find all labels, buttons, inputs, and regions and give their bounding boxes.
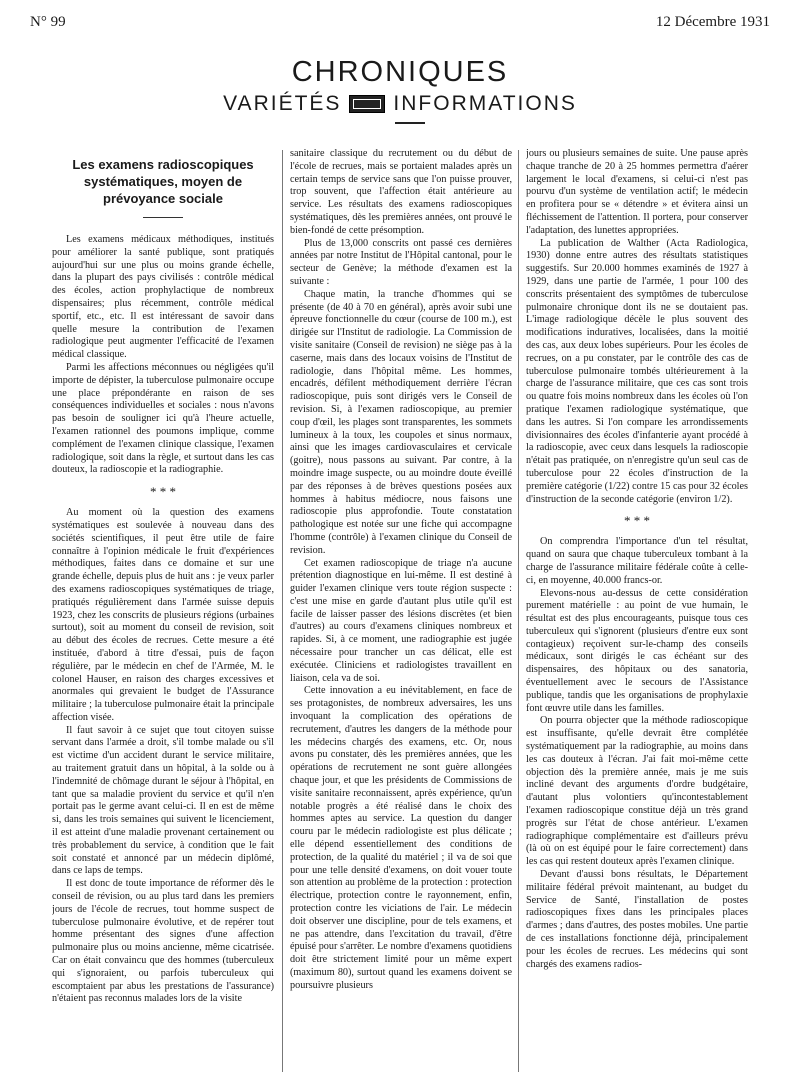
paragraph: Il faut savoir à ce sujet que tout citoyen suisse servant dans l'armée a droit, s'il tombe malade ou s'il est victime d'un accident durant le service militaire, au traitement gratuit dans un hôpital, à la solde ou à l'indemnité de chômage durant le séjour à l'hôpital, en tant que sa maladie provient du service et qu'il n'en portait pas le germe avant celui-ci. Il en est de même si, dans les trois semaines qui suivent le licenciement, il est atteint d'une maladie provenant certainement ou très probablement du service, à condition que le fait soit constaté et annoncé par un médecin diplômé, dans ce laps de temps. [52, 724, 274, 877]
masthead-subtitle [0, 93, 800, 114]
masthead-title: CHRONIQUES [291, 56, 509, 88]
paragraph: On pourra objecter que la méthode radioscopique est insuffisante, qu'elle devrait être complétée systématiquement par la radiographie, au moins dans les cas douteux à l'écran. J'ai fait moi-même cette objection dès la première année, mais je me suis incliné devant des arguments d'ordre budgétaire, d'autant plus volontiers qu'incontestablement l'examen radioscopique constitue déjà un très grand progrès sur l'état de chose antérieur. L'examen radiographique complémentaire est d'ailleurs prévu (là où on est équipé pour le faire correctement) dans les cas qui restent douteux après l'examen clinique. [526, 715, 748, 868]
title-rule [143, 217, 183, 218]
paragraph: Au moment où la question des examens systématiques est soulevée à nouveau dans des sociétés scientifiques, il peut être utile de faire connaître à l'opinion médicale le fruit d'expériences méthodiques, faites dans ce domaine et sur une grande échelle, depuis plus de huit ans : je veux parler des examens radioscopiques systématiques de triage, pratiqués régulièrement dans l'armée suisse depuis 1923, chez les conscrits de plusieurs régions (urbaines surtout), soit au moment du conseil de revision, soit au début des écoles de recrues. Cette mesure a été instituée, d'abord à titre d'essai, puis de façon régulière, par le médecin en chef de l'Armée, M. le colonel Hauser, en raison des charges excessives et anormales qui grevaient le budget de l'Assurance militaire ; la tuberculose pulmonaire était la principale affection visée. [52, 507, 274, 723]
paragraph: On comprendra l'importance d'un tel résultat, quand on saura que chaque tuberculeux tombant à la charge de l'assurance militaire fédérale coûte à celle-ci, en moyenne, 40.000 francs-or. [526, 536, 748, 586]
paragraph: Devant d'aussi bons résultats, le Département militaire fédéral prévoit maintenant, au budget du Service de Santé, l'installation de postes radioscopiques fixes dans les principales places d'armes ; dans d'autres, des postes mobiles. Une partie de ces installations fonctionne déjà, principalement pour les écoles de recrues. Les médecins qui sont chargés des examens radios- [526, 869, 748, 970]
paragraph: Parmi les affections méconnues ou négligées qu'il importe de dépister, la tuberculose pulmonaire occupe une place prépondérante en raison de ses conséquences individuelles et sociales : nous n'avons pas besoin de souligner ici qu'à l'heure actuelle, l'examen rationnel des poumons implique, comme complément de l'examen clinique classique, l'examen radiologique, soit dans la règle, et surtout dans les cas douteux, la radioscopie et la radiographie. [52, 361, 274, 476]
section-separator-stars: * * * [624, 513, 650, 529]
masthead-rule [395, 122, 425, 124]
masthead-left-word: VARIÉTÉS [223, 92, 342, 115]
paragraph: sanitaire classique du recrutement ou du début de l'école de recrues, mais se portaient malades après un certain temps de service sans que l'on puisse prouver, trop souvent, que l'affection était antérieure au service. Les résultats des examens radioscopiques systématiques, dès les premières années, ont prouvé le bien-fondé de cette présomption. [290, 148, 512, 236]
paragraph: Plus de 13,000 conscrits ont passé ces dernières années par notre Institut de l'Hôpital cantonal, pour le secteur de Genève; la méthode d'examen est la suivante : [290, 237, 512, 287]
article-column-1 [52, 146, 274, 1076]
ornament-icon [349, 95, 385, 113]
column-divider [282, 150, 283, 1072]
paragraph: Il est donc de toute importance de réformer dès le conseil de révision, ou au plus tard dans les premiers jours de l'école de recrues, tout homme suspect de tuberculose pulmonaire évolutive, et de repérer tout homme présentant des signes d'une affection pulmonaire plus ou moins ancienne, même cicatrisée. Car on était convaincu que des hommes (tuberculeux qui s'ignoraient, ou parfois tuberculeux qui escomptaient par abus les prestations de l'assurance) n'étaient pas reconnus malades lors de la visite [52, 878, 274, 1005]
paragraph: jours ou plusieurs semaines de suite. Une pause après chaque tranche de 20 à 25 hommes permettra d'aérer largement le local d'examens, si celui-ci n'est pas pourvu d'un système de ventilation actif; le médecin en profitera pour se « détendre » et évitera ainsi un fléchissement de l'attention. Il portera, pour conserver l'adaptation, des lunettes appropriées. [526, 148, 748, 236]
paragraph: Les examens médicaux méthodiques, institués pour améliorer la santé publique, sont pratiqués aujourd'hui sur une plus ou moins grande échelle, dans la plupart des pays civilisés : contrôle médical des écoles, action prophylactique de nombreux dispensaires; plus récemment, contrôle médical sportif, etc., etc. Il est intéressant de savoir dans quelle mesure la contribution de l'examen radiologique peut augmenter l'efficacité de l'examen médical classique. [52, 234, 274, 361]
column-divider [518, 150, 519, 1072]
paragraph: Chaque matin, la tranche d'hommes qui se présente (de 40 à 70 en général), après avoir subi une épreuve fonctionnelle du cœur (course de 100 m.), est dirigée sur l'Institut de radiologie. La Commission de visite sanitaire (Conseil de revision) ne siège pas à la caserne, mais dans des locaux voisins de l'Institut de radiologie, dans l'hôpital même. Les hommes, encadrés, défilent méthodiquement derrière l'écran radioscopique, puis sont dirigés vers le Conseil de revision. Si, à l'examen radioscopique, au premier coup d'œil, les plages sont transparentes, les sommets lumineux à la toux, les coupoles et sinus normaux, ainsi que les images cardiovasculaires et cervicale (goitre), nous passons au suivant. Par contre, à la moindre image suspecte, ou au moindre doute éveillé par des réponses à de brèves questions posées aux hommes à habitus médiocre, nous faisons une radioscopie plus approfondie. Toute constatation pathologique est notée sur une fiche qui accompagne l'homme (contrôle) à l'examen clinique du Conseil de revision. [290, 288, 512, 556]
page-header [30, 14, 770, 44]
paragraph: Cet examen radioscopique de triage n'a aucune prétention diagnostique en lui-même. Il est destiné à guider l'examen clinique vers toute région suspecte : c'est une mise en garde d'autant plus utile qu'il est facile de laisser passer des lésions discrètes (et bien d'autres) au cours d'examens cliniques nombreux et rapides. Si, à ce moment, une radiographie est jugée nécessaire pour trancher un cas délicat, elle est exécutée. Cliniciens et radiologistes travaillent en liaison, cela va de soi. [290, 557, 512, 684]
issue-date: 12 Décembre 1931 [655, 14, 770, 30]
article-column-2 [290, 148, 512, 1076]
masthead-right-word: INFORMATIONS [393, 92, 577, 115]
article-title: Les examens radioscopiques systématiques, moyen de prévoyance sociale [72, 157, 254, 206]
paragraph: La publication de Walther (Acta Radiologica, 1930) donne entre autres des résultats statistiques suggestifs. Sur 20.000 hommes examinés de 1927 à 1929, dans une partie de l'armée, 1 pour 100 des conscrits présentaient des symptômes de tuberculose pulmonaire chronique dont ils ne se doutaient pas. L'image radiologique décèle le plus souvent des modifications induratives, localisées, dans la moitié des cas, aux deux lobes supérieurs. Pour les écoles de recrues, on a pu constater, par le contrôle des cas de tuberculose pulmonaire tombés ultérieurement à la charge de l'assurance militaire, que ces cas sont trois ou quatre fois moins nombreux dans les écoles où l'on pratique l'examen radiologique systématique, que dans les autres. Si l'on compare les arrondissements divisionnaires des écoles d'infanterie ayant procédé à la radioscopie, avec ceux dans lesquels la radioscopie n'était pas pratiquée, on n'enregistre qu'un seul cas de tuberculose pour 22 écoles d'instruction de la première catégorie (1/22) contre 15 cas pour 32 écoles d'instruction de la seconde catégorie (environ 1/2). [526, 237, 748, 505]
paragraph: Cette innovation a eu inévitablement, en face de ses protagonistes, de nombreux adversaires, les uns invoquant la complication des opérations de recrutement, d'autres les dangers de la méthode pour les médecins chargés des examens, etc. Or, nous avons pu constater, dès les premières années, que les opérations de recrutement ne sont guère allongées chaque jour, et que les présidents de Commissions de visite sanitaire reconnaissent, après expérience, qu'un notable progrès a été réalisé dans le choix des hommes aptes au service. La question du danger couru par le médecin radiologiste est plus délicate ; elle dépend essentiellement des conditions de protection, de la qualité du matériel ; il va de soi que pour une telle densité d'examens, on doit vouer toute son attention au problème de la protection : protection électrique, protection contre le rayonnement, enfin, protection contre les viciations de l'air. Le médecin doit observer une discipline, pour de tels examens, et ne pas attendre, dans l'excitation du travail, d'être épuisé pour s'arrêter. Le nombre d'examens quotidiens doit être strictement limité pour un même expert (maximum 80), surtout quand les examens doivent se poursuivre plusieurs [290, 685, 512, 991]
article-column-3 [526, 148, 748, 1076]
issue-number: N° 99 [30, 14, 66, 30]
masthead [0, 58, 800, 114]
paragraph: Elevons-nous au-dessus de cette considération purement matérielle : au point de vue humain, le résultat est des plus encourageants, puisque tous ces tuberculeux qui s'ignorent (plusieurs d'entre eux sont contagieux) reçoivent sur-le-champ des conseils médicaux, sont dirigés le cas échéant sur des dispensaires, des hôpitaux ou des sanatoria, éventuellement avec le secours de l'Assistance publique, tandis que les organisations de prophylaxie font œuvre utile dans les familles. [526, 587, 748, 714]
section-separator-stars: * * * [150, 484, 176, 500]
